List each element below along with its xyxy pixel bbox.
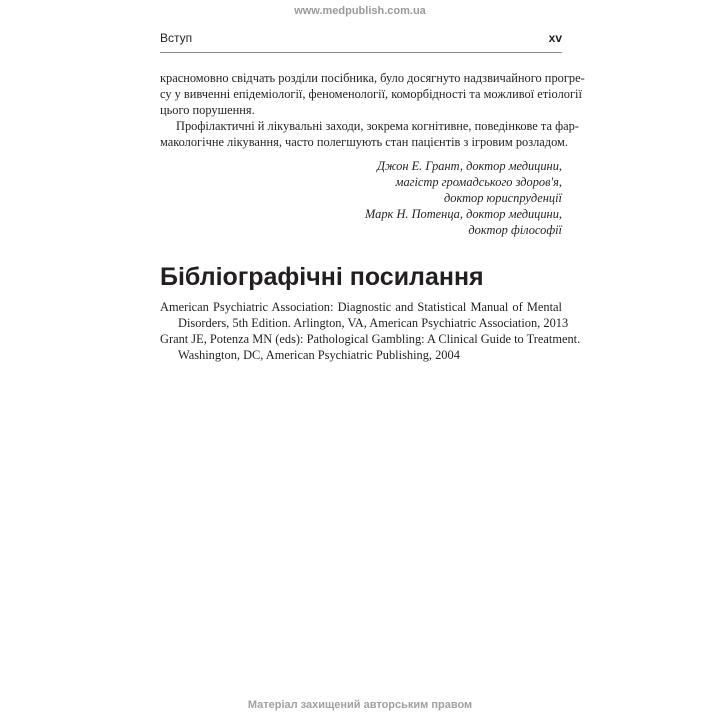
- signature-block: [160, 158, 562, 238]
- text-line: Grant JE, Potenza MN (eds): Pathological Gambling: A Clinical Guide to Treatment.: [160, 332, 581, 346]
- signature-line: доктор юриспруденції: [444, 191, 562, 205]
- section-title: Вступ: [160, 31, 193, 45]
- signature-line: Джон Е. Грант, доктор медицини,: [377, 159, 562, 173]
- running-head: [160, 31, 562, 51]
- reference-item: [160, 299, 569, 331]
- signature-line: Марк Н. Потенца, доктор медицини,: [365, 207, 562, 221]
- text-line: су у вивченні епідеміології, феноменології, коморбідності та можливої етіології: [160, 87, 582, 101]
- page-number: xv: [548, 31, 562, 45]
- bibliography-heading: Бібліографічні посилання: [160, 263, 484, 291]
- body-text: [160, 70, 585, 150]
- reference-item: [160, 331, 581, 363]
- text-line: Disorders, 5th Edition. Arlington, VA, American Psychiatric Association, 2013: [178, 316, 569, 330]
- text-line: цього порушення.: [160, 103, 255, 117]
- watermark-top: www.medpublish.com.ua: [294, 5, 426, 17]
- signature-line: доктор філософії: [468, 223, 562, 237]
- text-line: макологічне лікування, часто полегшують стан пацієнтів з ігровим розладом.: [160, 135, 568, 149]
- bibliography-list: [160, 299, 581, 363]
- watermark-bottom: Матеріал захищений авторським правом: [247, 699, 473, 711]
- text-line: красномовно свідчать розділи посібника, було досягнуто надзвичайного прогре-: [160, 71, 585, 85]
- text-line: Washington, DC, American Psychiatric Publishing, 2004: [178, 348, 460, 362]
- signature-line: магістр громадського здоров'я,: [395, 175, 562, 189]
- header-rule: [160, 52, 562, 53]
- text-line: American Psychiatric Association: Diagnostic and Statistical Manual of Mental: [160, 300, 562, 314]
- text-line: Профілактичні й лікувальні заходи, зокрема когнітивне, поведінкове та фар-: [176, 119, 579, 133]
